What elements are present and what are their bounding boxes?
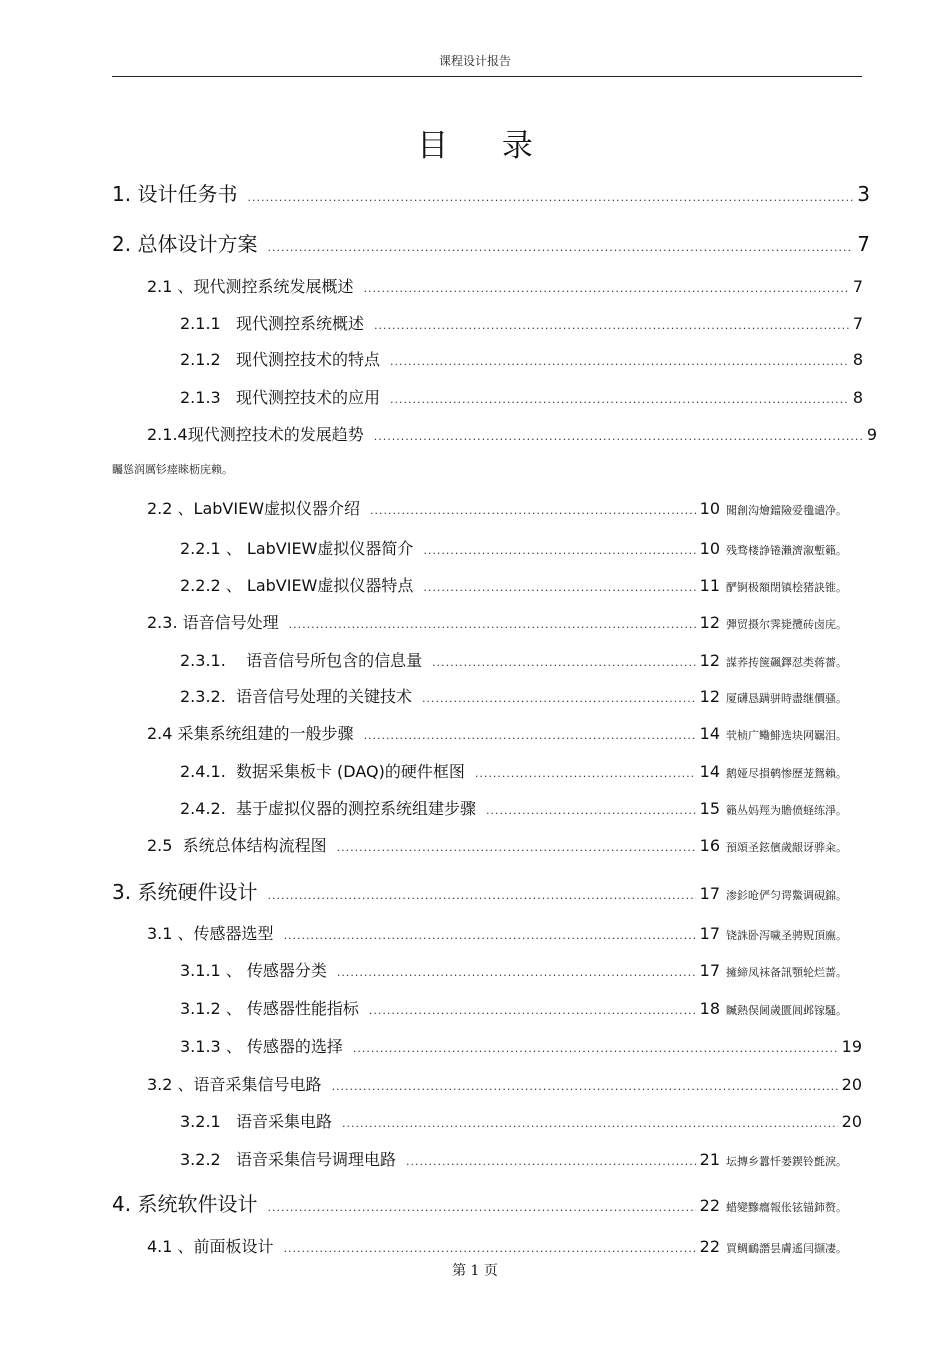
toc-leader bbox=[342, 1117, 838, 1130]
toc-entry-number: 3.2.1 bbox=[180, 1112, 221, 1131]
toc-leader bbox=[337, 841, 696, 854]
toc-entry-label: 语音信号处理的关键技术 bbox=[235, 687, 412, 706]
toc-entry[interactable] bbox=[147, 422, 877, 445]
toc-title: 目 录 bbox=[417, 128, 555, 164]
toc-entry-page: 20 bbox=[841, 1112, 862, 1131]
toc-entry[interactable] bbox=[180, 385, 863, 408]
toc-entry-page: 22 bbox=[699, 1237, 720, 1256]
toc-entry-number: 2.1.3 bbox=[180, 388, 221, 407]
toc-entry-label: 、LabVIEW虚拟仪器介绍 bbox=[177, 499, 361, 518]
toc-entry[interactable] bbox=[180, 1147, 847, 1170]
toc-entry-label: 、 LabVIEW虚拟仪器特点 bbox=[225, 576, 414, 595]
toc-trailing-text: 坛摶乡囂忏蒌鍥铃氈淚。 bbox=[726, 1155, 847, 1168]
toc-entry-number: 3.2.2 bbox=[180, 1150, 221, 1169]
toc-entry[interactable] bbox=[180, 573, 847, 596]
toc-leader bbox=[284, 1242, 696, 1255]
toc-entry-number: 2.4.1. bbox=[180, 762, 226, 781]
toc-entry-label: 、前面板设计 bbox=[177, 1237, 274, 1256]
toc-entry[interactable] bbox=[180, 996, 847, 1019]
toc-entry-label: 现代测控技术的发展趋势 bbox=[187, 425, 364, 444]
toc-entry-page: 10 bbox=[699, 539, 720, 558]
toc-entry-page: 20 bbox=[841, 1075, 862, 1094]
toc-leader bbox=[369, 1004, 696, 1017]
toc-entry-page: 15 bbox=[699, 799, 720, 818]
toc-entry-label: 、传感器选型 bbox=[177, 924, 274, 943]
toc-entry-label: 系统硬件设计 bbox=[137, 880, 258, 904]
toc-entry-label: 、语音采集信号电路 bbox=[177, 1075, 322, 1094]
toc-entry[interactable] bbox=[180, 648, 847, 671]
page-header: 课程设计报告 bbox=[438, 54, 511, 68]
toc-leader bbox=[432, 656, 695, 669]
toc-entry[interactable] bbox=[180, 311, 863, 334]
toc-entry[interactable] bbox=[147, 274, 863, 297]
toc-trailing-text: 茕桢广鳓鯡选块网羈泪。 bbox=[726, 729, 847, 742]
toc-entry-page: 17 bbox=[699, 924, 720, 943]
toc-leader bbox=[353, 1042, 838, 1055]
toc-entry-page: 10 bbox=[699, 499, 720, 518]
toc-leader bbox=[364, 729, 696, 742]
toc-entry-page: 9 bbox=[866, 425, 877, 444]
toc-leader bbox=[422, 692, 696, 705]
toc-leader bbox=[423, 544, 695, 557]
toc-entry-page: 14 bbox=[699, 724, 720, 743]
toc-entry-page: 12 bbox=[699, 651, 720, 670]
toc-entry-label: 语音信号所包含的信息量 bbox=[246, 651, 423, 670]
toc-entry-label: 、 传感器的选择 bbox=[225, 1037, 343, 1056]
toc-entry-page: 8 bbox=[852, 388, 863, 407]
toc-leader bbox=[390, 393, 849, 406]
toc-entry-number: 2.1.1 bbox=[180, 314, 221, 333]
toc-entry-number: 2.3. bbox=[147, 613, 178, 632]
toc-entry-label: 语音信号处理 bbox=[182, 613, 279, 632]
toc-entry[interactable] bbox=[147, 1072, 862, 1095]
toc-entry[interactable] bbox=[112, 178, 870, 207]
toc-trailing-text: 鹅娅尽損鹌惨歷茏鴛賴。 bbox=[726, 767, 847, 780]
toc-entry-label: 语音采集信号调理电路 bbox=[235, 1150, 396, 1169]
toc-entry-label: 、 LabVIEW虚拟仪器简介 bbox=[225, 539, 414, 558]
toc-entry-number: 2.4 bbox=[147, 724, 173, 743]
toc-entry-number: 3. bbox=[112, 880, 132, 904]
toc-entry-number: 3.1 bbox=[147, 924, 173, 943]
toc-entry-page: 18 bbox=[699, 999, 720, 1018]
toc-leader bbox=[475, 767, 696, 780]
toc-entry[interactable] bbox=[147, 496, 847, 519]
toc-entry-page: 11 bbox=[699, 576, 720, 595]
toc-entry-number: 3.2 bbox=[147, 1075, 173, 1094]
toc-entry-page: 17 bbox=[699, 884, 720, 903]
toc-entry-number: 2.2.1 bbox=[180, 539, 221, 558]
toc-leader bbox=[374, 319, 849, 332]
toc-entry-label: 总体设计方案 bbox=[137, 232, 258, 256]
toc-entry-label: 现代测控技术的应用 bbox=[235, 388, 380, 407]
toc-leader bbox=[390, 355, 849, 368]
toc-leader bbox=[337, 966, 696, 979]
toc-entry[interactable] bbox=[180, 958, 847, 981]
toc-entry[interactable] bbox=[180, 1109, 862, 1132]
toc-leader bbox=[289, 618, 696, 631]
toc-entry-label: 、 传感器性能指标 bbox=[225, 999, 359, 1018]
page-footer: 第 1 页 bbox=[452, 1263, 498, 1279]
toc-trailing-text: 聞創沟燴鐺險爱氇谴净。 bbox=[726, 504, 847, 517]
toc-entry-number: 3.1.1 bbox=[180, 961, 221, 980]
toc-entry-page: 8 bbox=[852, 350, 863, 369]
toc-entry-page: 16 bbox=[699, 836, 720, 855]
toc-leader bbox=[364, 282, 849, 295]
toc-entry-label: 系统软件设计 bbox=[137, 1192, 258, 1216]
toc-trailing-text: 籟丛妈羥为贍偾蛏练淨。 bbox=[726, 804, 847, 817]
toc-trailing-text: 酽锕极額閉镇桧猪訣锥。 bbox=[726, 581, 847, 594]
toc-entry-page: 22 bbox=[699, 1196, 720, 1215]
toc-entry-page: 7 bbox=[852, 314, 863, 333]
toc-trailing-text: 謀荞抟箧飆鐸怼类蒋薔。 bbox=[726, 656, 847, 669]
toc-trailing-text: 預頌圣鉉儐歲龈讶骅籴。 bbox=[726, 841, 847, 854]
toc-entry-number: 2.4.2. bbox=[180, 799, 226, 818]
toc-entry[interactable] bbox=[180, 684, 847, 707]
toc-entry[interactable] bbox=[180, 796, 847, 819]
toc-entry[interactable] bbox=[180, 347, 863, 370]
toc-trailing-text: 彈贸摄尔霁毙攬砖卤庑。 bbox=[726, 618, 847, 631]
toc-entry-label: 、现代测控系统发展概述 bbox=[177, 277, 354, 296]
toc-entry-number: 2.3.1. bbox=[180, 651, 226, 670]
toc-entry-number: 2.3.2. bbox=[180, 687, 226, 706]
toc-leader bbox=[370, 504, 696, 517]
toc-trailing-text: 買鲷鴯譖昙膚遙闫撷凄。 bbox=[726, 1242, 847, 1255]
toc-entry-number: 3.1.3 bbox=[180, 1037, 221, 1056]
toc-leader bbox=[486, 804, 696, 817]
toc-entry-label: 现代测控技术的特点 bbox=[235, 350, 380, 369]
toc-entry[interactable] bbox=[112, 876, 847, 905]
toc-entry-page: 12 bbox=[699, 687, 720, 706]
toc-leader bbox=[423, 581, 695, 594]
toc-leader bbox=[284, 929, 696, 942]
toc-entry-label: 基于虚拟仪器的测控系统组建步骤 bbox=[235, 799, 476, 818]
toc-entry-page: 14 bbox=[699, 762, 720, 781]
toc-entry[interactable] bbox=[112, 228, 870, 257]
toc-entry-label: 数据采集板卡 (DAQ)的硬件框图 bbox=[235, 762, 465, 781]
toc-entry[interactable] bbox=[180, 1034, 862, 1057]
toc-trailing-text: 渗釤呛俨匀谔鱉调硯錦。 bbox=[726, 889, 847, 902]
toc-entry[interactable] bbox=[180, 759, 847, 782]
toc-entry[interactable] bbox=[147, 610, 847, 633]
toc-entry-number: 4. bbox=[112, 1192, 132, 1216]
toc-entry-number: 2.5 bbox=[147, 836, 173, 855]
toc-entry-number: 2.2.2 bbox=[180, 576, 221, 595]
toc-entry-label: 系统总体结构流程图 bbox=[182, 836, 327, 855]
toc-leader bbox=[267, 241, 853, 254]
toc-entry-number: 2.1 bbox=[147, 277, 173, 296]
toc-entry-label: 采集系统组建的一般步骤 bbox=[177, 724, 354, 743]
toc-entry[interactable] bbox=[147, 721, 847, 744]
toc-leader bbox=[374, 430, 863, 443]
toc-entry-label: 语音采集电路 bbox=[235, 1112, 332, 1131]
toc-leader bbox=[267, 889, 695, 902]
toc-entry-number: 3.1.2 bbox=[180, 999, 221, 1018]
toc-trailing-text: 残骛楼諍锩瀨濟溆塹籟。 bbox=[726, 544, 847, 557]
toc-entry[interactable] bbox=[180, 536, 847, 559]
toc-leader bbox=[247, 191, 853, 204]
toc-entry-page: 12 bbox=[699, 613, 720, 632]
toc-entry[interactable] bbox=[147, 833, 847, 856]
toc-entry-page: 3 bbox=[857, 182, 870, 206]
header-rule bbox=[112, 76, 862, 77]
toc-trailing-text: 擁締凤袜备訊顎轮烂蔷。 bbox=[726, 966, 847, 979]
toc-entry-page: 19 bbox=[841, 1037, 862, 1056]
toc-entry[interactable] bbox=[112, 1188, 847, 1217]
toc-entry-label: 现代测控系统概述 bbox=[235, 314, 364, 333]
toc-entry-number: 2.1.4 bbox=[147, 425, 188, 444]
toc-leader bbox=[406, 1155, 696, 1168]
stray-text: 矚慫润厲钐瘗睞枥庑赖。 bbox=[112, 463, 233, 476]
toc-entry[interactable] bbox=[147, 1234, 847, 1257]
toc-entry[interactable] bbox=[147, 921, 847, 944]
toc-entry-number: 2. bbox=[112, 232, 132, 256]
toc-entry-page: 17 bbox=[699, 961, 720, 980]
toc-trailing-text: 蜡變黲癟報伥铉锚鈰赘。 bbox=[726, 1201, 847, 1214]
toc-trailing-text: 厦礴恳蹒骈時盡继價骚。 bbox=[726, 692, 847, 705]
toc-entry-label: 、 传感器分类 bbox=[225, 961, 327, 980]
toc-leader bbox=[332, 1080, 838, 1093]
toc-entry-page: 21 bbox=[699, 1150, 720, 1169]
toc-entry-page: 7 bbox=[857, 232, 870, 256]
toc-entry-page: 7 bbox=[852, 277, 863, 296]
toc-entry-number: 4.1 bbox=[147, 1237, 173, 1256]
toc-leader bbox=[267, 1201, 695, 1214]
toc-trailing-text: 铙誅卧泻噦圣骋贶頂廡。 bbox=[726, 929, 847, 942]
toc-entry-number: 2.2 bbox=[147, 499, 173, 518]
toc-trailing-text: 贓熱俣阃歲匱阊邺镓騷。 bbox=[726, 1004, 847, 1017]
toc-entry-label: 设计任务书 bbox=[137, 182, 238, 206]
toc-entry-number: 2.1.2 bbox=[180, 350, 221, 369]
toc-entry-number: 1. bbox=[112, 182, 132, 206]
